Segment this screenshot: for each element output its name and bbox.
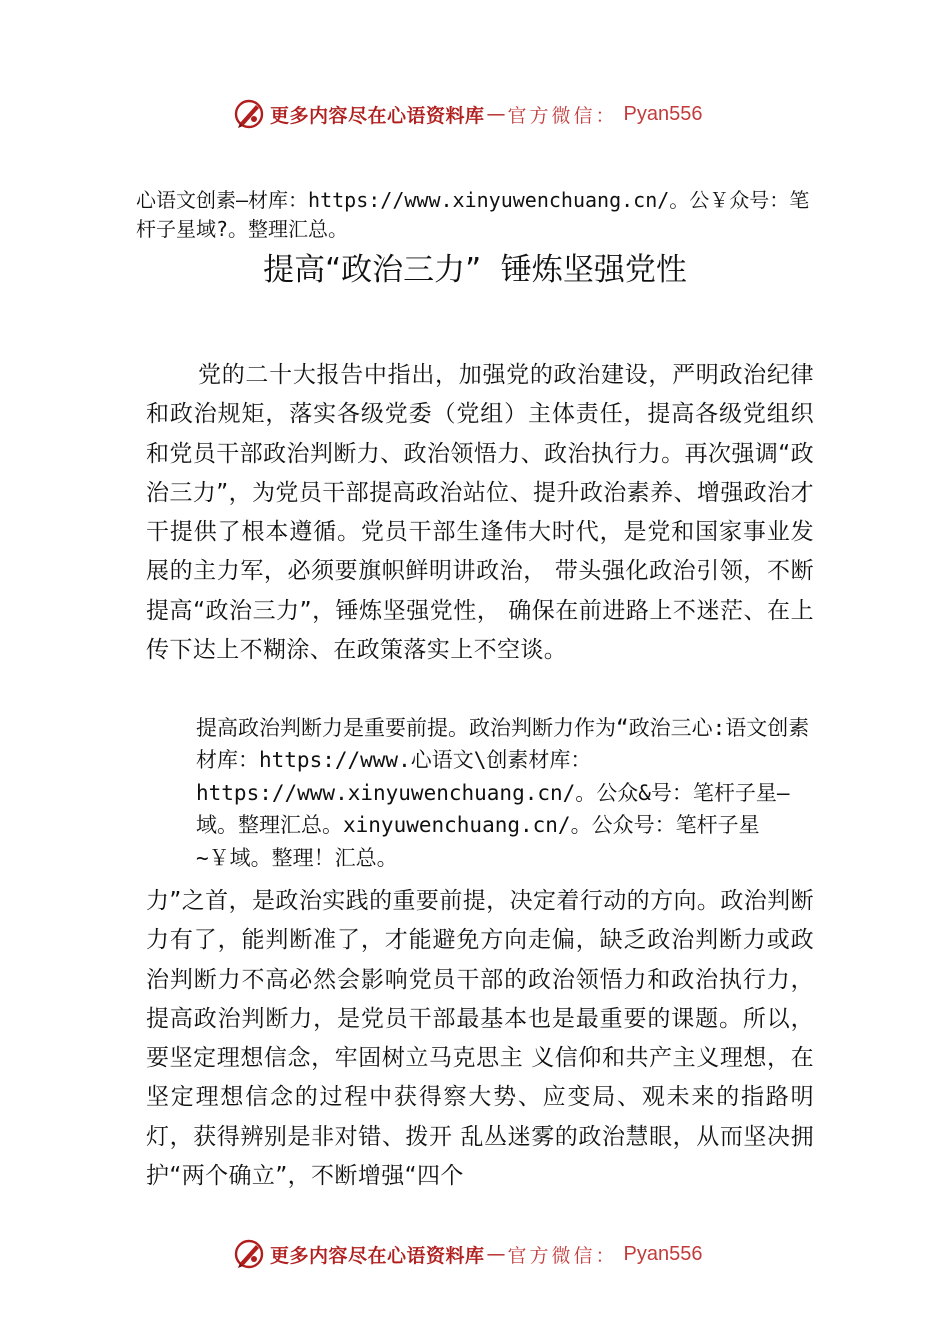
quill-pen-logo-icon (232, 1237, 266, 1271)
watermark-main-text: 更多内容尽在心语资料库 (270, 104, 485, 127)
quill-pen-logo-icon (232, 97, 266, 131)
watermark-main-text: 更多内容尽在心语资料库 (270, 1244, 485, 1267)
watermark-dash: — (486, 103, 506, 125)
continued-paragraph: 力”之首，是政治实践的重要前提，决定着行动的方向。政治判断力有了，能判断准了，才能避免方向走偏，缺乏政治判断力或政治判断力不高必然会影响党员干部的政治领悟力和政治执行力，提高政治判断力，是党员干部最基本也是最重要的课题。所以，要坚定理想信念，牢固树立马克思主 义信仰和共产主义理想，在坚定理想信念的过程中获得察大势、应变局、观未来的指路明灯，获得辨别是非对错、拨开 乱丛迷雾的政治慧眼，从而坚决拥护“两个确立”，不断增强“四个 (146, 888, 814, 1190)
watermark-banner-bottom (232, 1236, 703, 1272)
watermark-wechat-id: Pyan556 (623, 102, 703, 125)
intro-paragraph: 党的二十大报告中指出，加强党的政治建设，严明政治纪律和政治规矩，落实各级党委（党组）主体责任，提高各级党组织和党员干部政治判断力、政治领悟力、政治执行力。再次强调“政治三力”，为党员干部提高政治站位、提升政治素养、增强政治才干提供了根本遵循。党员干部生逢伟大时代，是党和国家事业发展的主力军，必须要旗帜鲜明讲政治， 带头强化政治引领，不断提高“政治三力”，锤炼坚强党性， 确保在前进路上不迷茫、在上传下达上不糊涂、在政策落实上不空谈。 (146, 362, 814, 664)
embedded-paragraph: 提高政治判断力是重要前提。政治判断力作为“政治三心:语文创素材库：https://www.心语文\创素材库：https://www.xinyuwenchuang.cn/。公众&号：笔杆子星—域。整理汇总。xinyuwenchuang.cn/。公众号：笔杆子星~￥域。整理！汇总。 (196, 716, 810, 870)
watermark-wechat-id: Pyan556 (623, 1242, 703, 1265)
watermark-dash: — (486, 1243, 506, 1265)
watermark-sub-text: 官方微信： (507, 1244, 618, 1267)
source-note: 心语文创素—材库：https://www.xinyuwenchuang.cn/。公￥众号：笔杆子星域?。整理汇总。 (136, 188, 810, 241)
page-title: 提高“政治三力” 锤炼坚强党性 (263, 252, 687, 288)
watermark-sub-text: 官方微信： (507, 104, 618, 127)
watermark-banner-top (232, 96, 703, 132)
